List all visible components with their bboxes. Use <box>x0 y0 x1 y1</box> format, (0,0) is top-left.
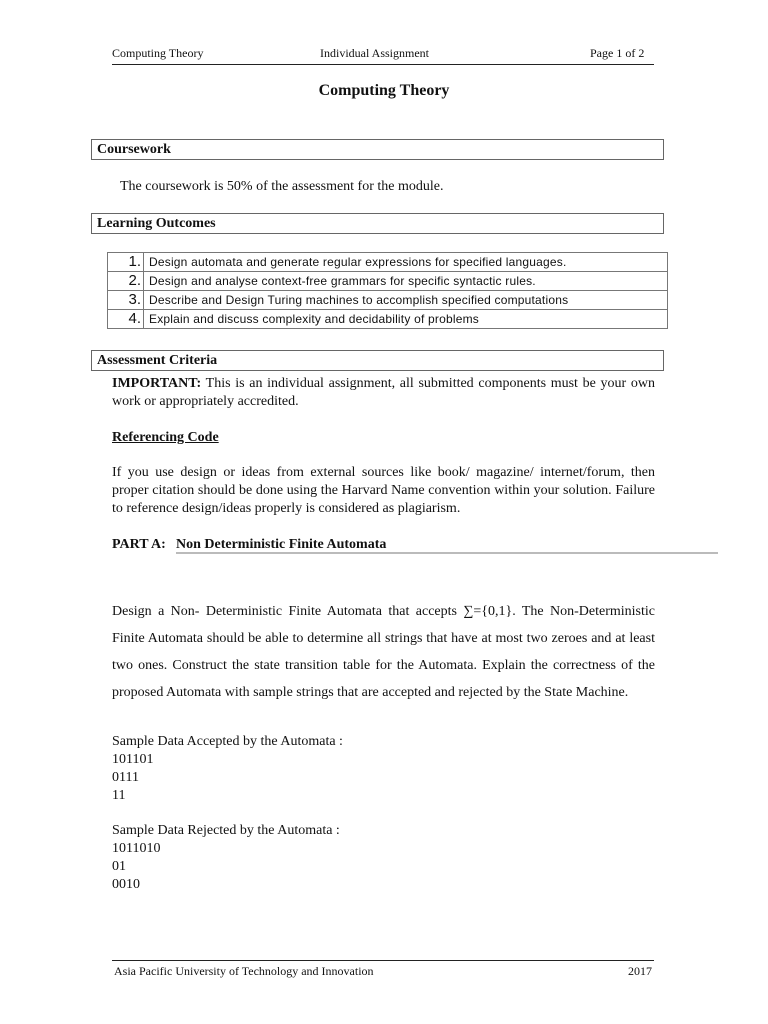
rejected-sample: 1011010 <box>112 841 161 856</box>
footer-year: 2017 <box>628 964 652 978</box>
referencing-heading: Referencing Code <box>112 430 219 445</box>
important-note <box>112 375 655 411</box>
accepted-heading: Sample Data Accepted by the Automata : <box>112 734 343 749</box>
part-a-rule <box>176 552 718 554</box>
important-label: IMPORTANT: <box>112 376 202 391</box>
part-a-label: PART A: <box>112 537 166 552</box>
accepted-sample: 0111 <box>112 770 139 785</box>
outcome-text: Design and analyse context-free grammars for specific syntactic rules. <box>144 272 668 291</box>
referencing-text: If you use design or ideas from external sources like book/ magazine/ internet/forum, then proper citation should be done using the Harvard Name convention within your solution. Failure to reference design/ideas properly is considered as plagiarism. <box>112 465 655 516</box>
footer-rule <box>112 960 654 961</box>
footer-institution: Asia Pacific University of Technology and Innovation <box>114 964 374 978</box>
page-title: Computing Theory <box>318 82 450 99</box>
accepted-sample: 101101 <box>112 752 154 767</box>
part-a-title: Non Deterministic Finite Automata <box>176 537 387 552</box>
outcome-number: 4. <box>108 310 144 329</box>
table-row <box>108 291 668 310</box>
rejected-sample: 01 <box>112 859 126 874</box>
header-page-number: Page 1 of 2 <box>590 46 645 60</box>
table-row <box>108 253 668 272</box>
header-rule <box>112 64 654 65</box>
outcome-text: Design automata and generate regular expressions for specified languages. <box>144 253 668 272</box>
outcome-number: 3. <box>108 291 144 310</box>
rejected-heading: Sample Data Rejected by the Automata : <box>112 823 340 838</box>
assessment-criteria-heading: Assessment Criteria <box>91 350 664 371</box>
outcome-number: 1. <box>108 253 144 272</box>
header-left: Computing Theory <box>112 46 204 60</box>
coursework-heading: Coursework <box>91 139 664 160</box>
important-text: This is an individual assignment, all submitted components must be your own work or appropriately accredited. <box>112 376 655 409</box>
outcome-text: Explain and discuss complexity and decidability of problems <box>144 310 668 329</box>
learning-outcomes-heading: Learning Outcomes <box>91 213 664 234</box>
outcome-text: Describe and Design Turing machines to accomplish specified computations <box>144 291 668 310</box>
header-center: Individual Assignment <box>320 46 429 60</box>
accepted-sample: 11 <box>112 788 126 803</box>
outcome-number: 2. <box>108 272 144 291</box>
part-a-description: Design a Non- Deterministic Finite Automata that accepts ∑={0,1}. The Non-Deterministic Finite Automata should be able to determine all strings that have at most two zeroes and at least two ones. Construct the state transition table for the Automata. Explain the correctness of the proposed Automata with sample strings that are accepted and rejected by the State Machine. <box>112 604 655 700</box>
table-row <box>108 272 668 291</box>
rejected-sample: 0010 <box>112 877 140 892</box>
table-row <box>108 310 668 329</box>
learning-outcomes-table <box>107 252 668 329</box>
coursework-text: The coursework is 50% of the assessment for the module. <box>120 179 444 194</box>
